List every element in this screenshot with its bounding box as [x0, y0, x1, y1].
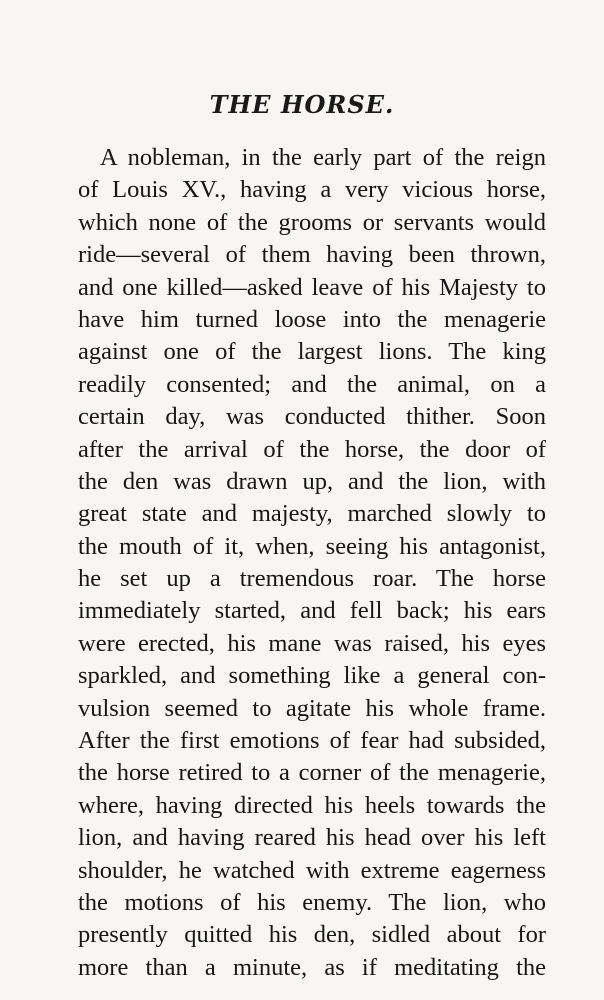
- text-line: against one of the largest lions. The king: [78, 338, 546, 366]
- text-line: sparkled, and something like a general con-: [78, 662, 546, 690]
- text-line: the mouth of it, when, seeing his antagonist,: [78, 532, 546, 560]
- text-line: were erected, his mane was raised, his eyes: [78, 629, 546, 657]
- text-line: great state and majesty, marched slowly to: [78, 500, 546, 528]
- body-paragraph: [78, 142, 546, 984]
- text-line: of Louis XV., having a very vicious horse,: [78, 176, 546, 204]
- text-line: lion, and having reared his head over his left: [78, 824, 546, 852]
- text-line: after the arrival of the horse, the door of: [78, 435, 546, 463]
- text-line: more than a minute, as if meditating the: [78, 953, 546, 981]
- text-line: and one killed—asked leave of his Majesty to: [78, 273, 546, 301]
- text-line: vulsion seemed to agitate his whole frame.: [78, 694, 546, 722]
- text-line: readily consented; and the animal, on a: [78, 370, 546, 398]
- text-line: the motions of his enemy. The lion, who: [78, 888, 546, 916]
- page-title: THE HORSE.: [209, 90, 395, 119]
- text-line: After the first emotions of fear had subsided,: [78, 727, 546, 755]
- text-line: A nobleman, in the early part of the reign: [100, 144, 546, 171]
- text-line: which none of the grooms or servants would: [78, 208, 546, 236]
- text-line: where, having directed his heels towards the: [78, 791, 546, 819]
- text-line: he set up a tremendous roar. The horse: [78, 565, 546, 593]
- text-line: immediately started, and fell back; his ears: [78, 597, 546, 625]
- text-line: the horse retired to a corner of the menagerie,: [78, 759, 546, 787]
- text-line: have him turned loose into the menagerie: [78, 305, 546, 333]
- text-line: ride—several of them having been thrown,: [78, 241, 546, 269]
- text-line: shoulder, he watched with extreme eagerness: [78, 856, 546, 884]
- text-line: certain day, was conducted thither. Soon: [78, 403, 546, 431]
- text-line: presently quitted his den, sidled about for: [78, 921, 546, 949]
- text-line: the den was drawn up, and the lion, with: [78, 467, 546, 495]
